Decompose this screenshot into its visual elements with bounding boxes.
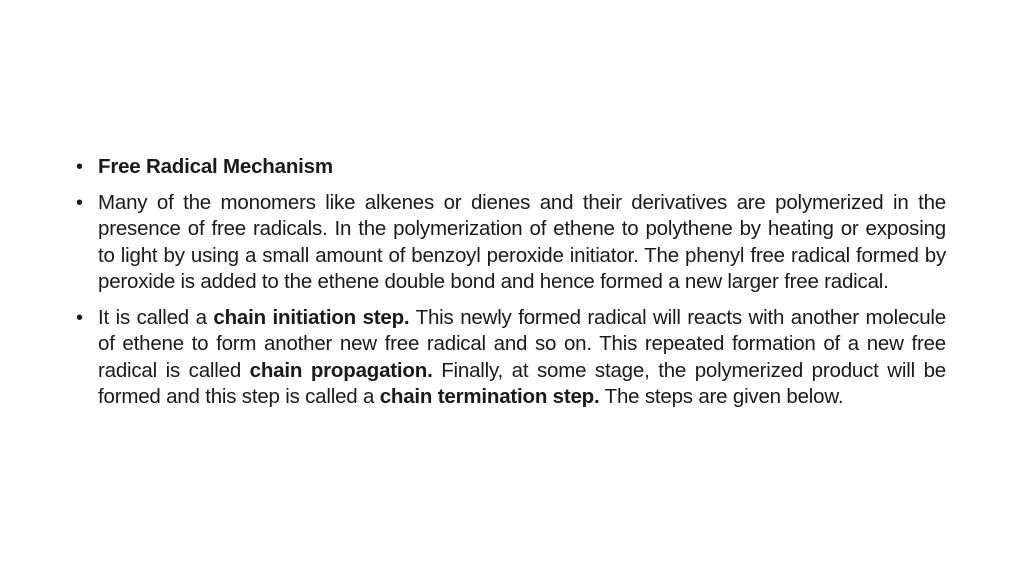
term-chain-termination: chain termination step. — [379, 385, 600, 408]
bullet-heading — [76, 154, 946, 181]
bullet-icon: • — [76, 306, 84, 329]
bullet-text — [98, 305, 946, 411]
text-run: The steps are given below. — [599, 385, 844, 408]
text-run: Many of the monomers like alkenes or dienes and their derivatives are polymerized in the presence of free radicals. In the polymerization of ethene to polythene by heating or exposing to light by using a small amount of benzoyl peroxide initiator. The phenyl free radical formed by peroxide is added to the ethene double bond and hence formed a new larger free radical. — [98, 190, 946, 293]
text-run: This newly formed radical will reacts with another molecule of ethene to form another new free radical and so on. This repeated formation of a new free radical is called — [98, 305, 946, 382]
bullet-paragraph-intro — [76, 190, 946, 296]
bullet-text — [98, 154, 946, 181]
bullet-icon: • — [76, 156, 84, 178]
section-title: Free Radical Mechanism — [98, 155, 333, 178]
text-run: Finally, at some stage, the polymerized product will be formed and this step is called a — [98, 358, 946, 408]
term-chain-propagation: chain propagation. — [249, 358, 433, 382]
slide-body — [76, 154, 946, 420]
text-run: It is called a — [98, 305, 214, 329]
term-chain-initiation: chain initiation step. — [213, 305, 410, 329]
bullet-text — [98, 190, 946, 296]
bullet-icon: • — [76, 191, 84, 214]
bullet-paragraph-steps — [76, 305, 946, 411]
